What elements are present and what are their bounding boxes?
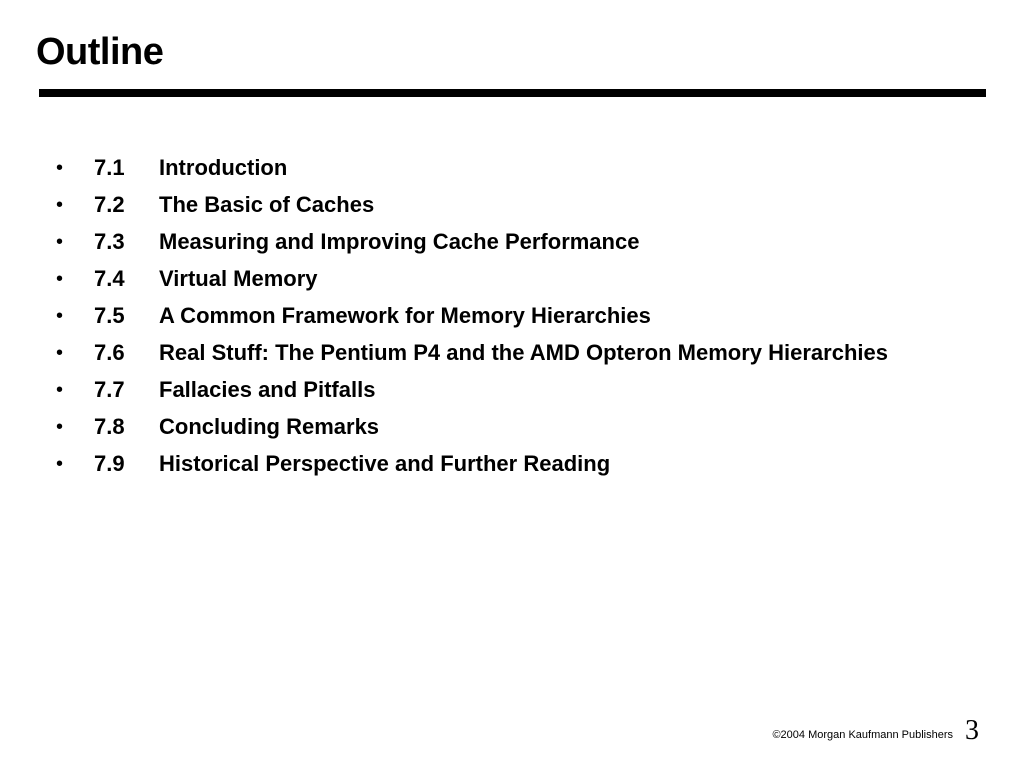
outline-list xyxy=(56,153,936,486)
bullet: • xyxy=(56,268,64,290)
outline-item xyxy=(56,338,936,368)
section-label: Historical Perspective and Further Reading xyxy=(159,451,611,476)
section-label: Introduction xyxy=(159,155,288,180)
section-label: Virtual Memory xyxy=(159,266,318,291)
section-number: 7.6 xyxy=(94,340,125,365)
bullet: • xyxy=(56,305,64,327)
page-number: 3 xyxy=(965,715,979,746)
slide-title: Outline xyxy=(36,31,164,73)
section-label: The Basic of Caches xyxy=(159,192,375,217)
outline-item xyxy=(56,301,936,331)
section-number: 7.9 xyxy=(94,451,125,476)
bullet: • xyxy=(56,379,64,401)
section-label: Measuring and Improving Cache Performance xyxy=(159,229,640,254)
bullet: • xyxy=(56,453,64,475)
title-divider xyxy=(39,89,986,97)
section-label: Concluding Remarks xyxy=(159,414,380,439)
bullet: • xyxy=(56,231,64,253)
section-number: 7.3 xyxy=(94,229,125,254)
bullet: • xyxy=(56,342,64,364)
section-label: Real Stuff: The Pentium P4 and the AMD Opteron Memory Hierarchies xyxy=(159,340,888,365)
outline-item xyxy=(56,412,936,442)
section-label: Fallacies and Pitfalls xyxy=(159,377,376,402)
bullet: • xyxy=(56,194,64,216)
section-number: 7.4 xyxy=(94,266,125,291)
section-number: 7.2 xyxy=(94,192,125,217)
bullet: • xyxy=(56,416,64,438)
slide-footer xyxy=(772,716,979,746)
section-number: 7.5 xyxy=(94,303,125,328)
outline-item xyxy=(56,190,936,220)
outline-item xyxy=(56,227,936,257)
outline-item xyxy=(56,264,936,294)
outline-item xyxy=(56,375,936,405)
bullet: • xyxy=(56,157,64,179)
section-number: 7.1 xyxy=(94,155,125,180)
outline-item xyxy=(56,153,936,183)
section-number: 7.7 xyxy=(94,377,125,402)
section-number: 7.8 xyxy=(94,414,125,439)
section-label: A Common Framework for Memory Hierarchies xyxy=(159,303,651,328)
copyright-notice: ©2004 Morgan Kaufmann Publishers xyxy=(772,729,953,741)
outline-item xyxy=(56,449,936,479)
